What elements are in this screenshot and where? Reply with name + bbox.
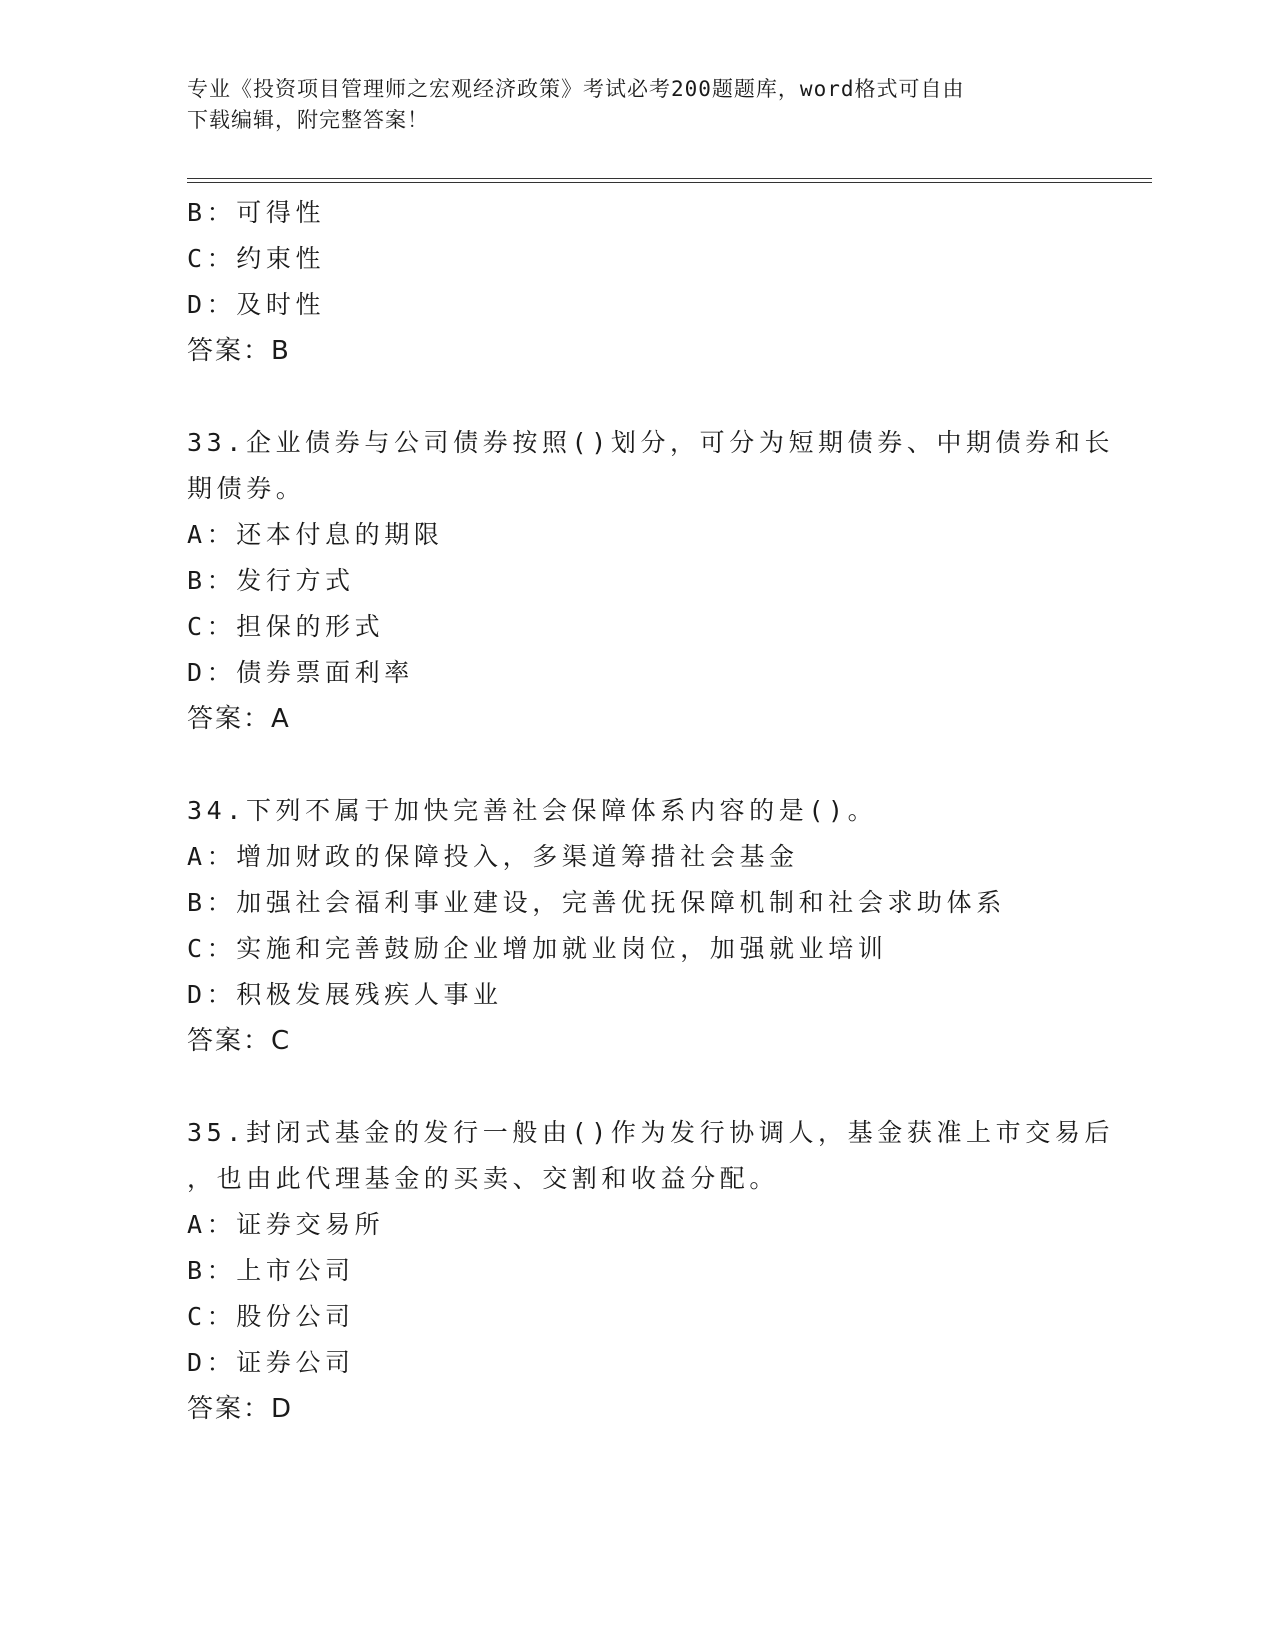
option-b: B：上市公司 bbox=[187, 1256, 355, 1285]
option-a: A：增加财政的保障投入，多渠道筹措社会基金 bbox=[187, 842, 799, 871]
option-d: D：积极发展残疾人事业 bbox=[187, 980, 503, 1009]
header-divider-bottom bbox=[187, 182, 1152, 183]
question-spacer bbox=[187, 1064, 1077, 1110]
option-b: B：发行方式 bbox=[187, 566, 355, 595]
header-title-line-2: 下载编辑，附完整答案！ bbox=[187, 108, 429, 132]
question-stem-line-1: 33.企业债券与公司债券按照()划分，可分为短期债券、中期债券和长 bbox=[187, 428, 1115, 457]
option-d: D：及时性 bbox=[187, 290, 326, 319]
question-block-32 bbox=[187, 190, 1077, 374]
option-d: D：证券公司 bbox=[187, 1348, 355, 1377]
header-divider-top bbox=[187, 178, 1152, 179]
question-spacer bbox=[187, 742, 1077, 788]
answer-line: 答案：A bbox=[187, 704, 291, 734]
page-header bbox=[187, 74, 1067, 136]
option-b: B：加强社会福利事业建设，完善优抚保障机制和社会求助体系 bbox=[187, 888, 1006, 917]
option-a: A：证券交易所 bbox=[187, 1210, 385, 1239]
answer-line: 答案：B bbox=[187, 336, 291, 366]
question-stem-line-1: 35.封闭式基金的发行一般由()作为发行协调人，基金获准上市交易后 bbox=[187, 1118, 1115, 1147]
question-stem-line-2: ，也由此代理基金的买卖、交割和收益分配。 bbox=[187, 1164, 780, 1193]
header-title-line-1: 专业《投资项目管理师之宏观经济政策》考试必考200题题库，word格式可自由 bbox=[187, 77, 965, 101]
question-block-33 bbox=[187, 420, 1115, 742]
answer-line: 答案：D bbox=[187, 1394, 294, 1424]
option-c: C：实施和完善鼓励企业增加就业岗位，加强就业培训 bbox=[187, 934, 888, 963]
question-stem-line-2: 期债券。 bbox=[187, 474, 306, 503]
answer-line: 答案：C bbox=[187, 1026, 292, 1056]
option-a: A：还本付息的期限 bbox=[187, 520, 444, 549]
option-d: D：债券票面利率 bbox=[187, 658, 414, 687]
option-c: C：股份公司 bbox=[187, 1302, 355, 1331]
question-block-35 bbox=[187, 1110, 1115, 1432]
question-block-34 bbox=[187, 788, 1077, 1064]
option-c: C：约束性 bbox=[187, 244, 326, 273]
option-c: C：担保的形式 bbox=[187, 612, 385, 641]
question-spacer bbox=[187, 374, 1077, 420]
option-b: B：可得性 bbox=[187, 198, 326, 227]
question-list bbox=[187, 190, 1115, 1432]
question-stem-line-1: 34.下列不属于加快完善社会保障体系内容的是()。 bbox=[187, 796, 878, 825]
